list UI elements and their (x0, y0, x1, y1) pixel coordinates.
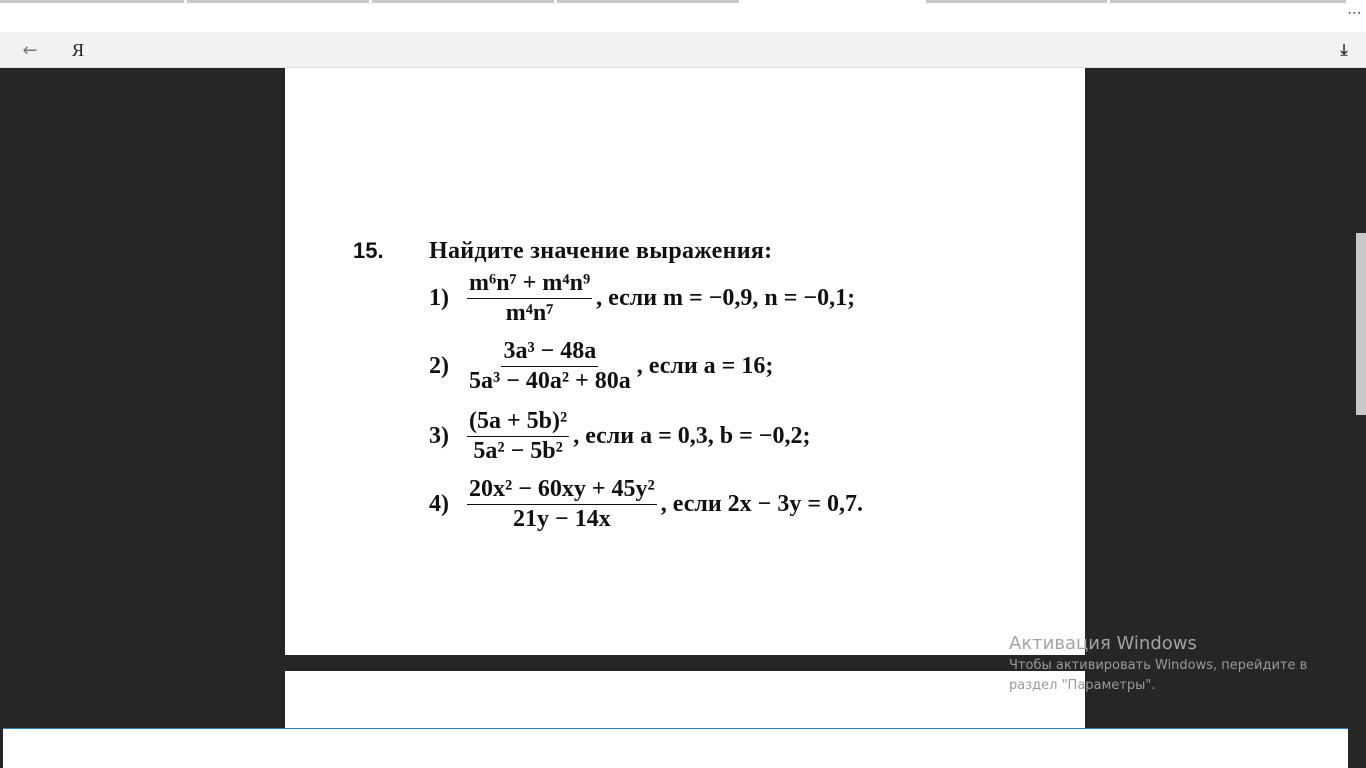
problem-number: 15. (353, 238, 384, 263)
tab[interactable] (1110, 0, 1346, 3)
fraction-denominator: 5a² − 5b² (473, 438, 563, 464)
fraction-denominator: m⁴n⁷ (505, 300, 554, 326)
problem-item (429, 408, 810, 465)
fraction (467, 408, 569, 465)
fraction (467, 476, 657, 533)
problem-block (285, 68, 1085, 655)
fraction-denominator: 5a³ − 40a² + 80a (469, 368, 631, 394)
yandex-logo[interactable]: Я (71, 39, 84, 60)
problem-heading: Найдите значение выражения: (429, 238, 773, 264)
watermark-text: Чтобы активировать Windows, перейдите в раздел "Параметры". (1009, 658, 1308, 693)
problem-item (429, 476, 863, 533)
item-index: 1) (429, 285, 449, 311)
fraction (467, 338, 633, 395)
tab-overflow-icon[interactable]: ⋮ (1346, 6, 1362, 20)
tab-strip (0, 0, 1366, 32)
document-viewport[interactable] (0, 68, 1366, 728)
download-icon[interactable]: ⤓ (1340, 40, 1348, 59)
item-index: 4) (429, 491, 449, 517)
windows-activation-watermark (1009, 633, 1329, 696)
watermark-title: Активация Windows (1009, 633, 1197, 654)
problem-item (429, 270, 855, 327)
fraction-denominator: 21y − 14x (513, 506, 611, 532)
document-page (285, 68, 1085, 655)
item-condition: , если a = 16; (636, 353, 774, 379)
tab[interactable] (0, 0, 184, 3)
item-index: 3) (429, 423, 449, 449)
item-condition: , если a = 0,3, b = −0,2; (573, 423, 811, 449)
arrow-left-icon[interactable]: ← (22, 39, 38, 61)
item-condition: , если 2x − 3y = 0,7. (660, 491, 863, 517)
tab[interactable] (372, 0, 554, 3)
fraction-numerator: (5a + 5b)² (467, 408, 569, 437)
bottom-edge (1348, 728, 1366, 768)
problem-item (429, 338, 773, 395)
fraction-numerator: m⁶n⁷ + m⁴n⁹ (467, 270, 592, 299)
scrollbar-thumb[interactable] (1356, 233, 1366, 415)
browser-toolbar (0, 32, 1366, 68)
fraction-numerator: 3a³ − 48a (501, 338, 598, 367)
item-index: 2) (429, 353, 449, 379)
tab[interactable] (557, 0, 739, 3)
tab[interactable] (187, 0, 369, 3)
tab[interactable] (926, 0, 1107, 3)
fraction (467, 270, 592, 327)
document-page (285, 671, 1085, 728)
bottom-panel (3, 728, 1348, 768)
fraction-numerator: 20x² − 60xy + 45y² (467, 476, 657, 505)
item-condition: , если m = −0,9, n = −0,1; (596, 285, 856, 311)
